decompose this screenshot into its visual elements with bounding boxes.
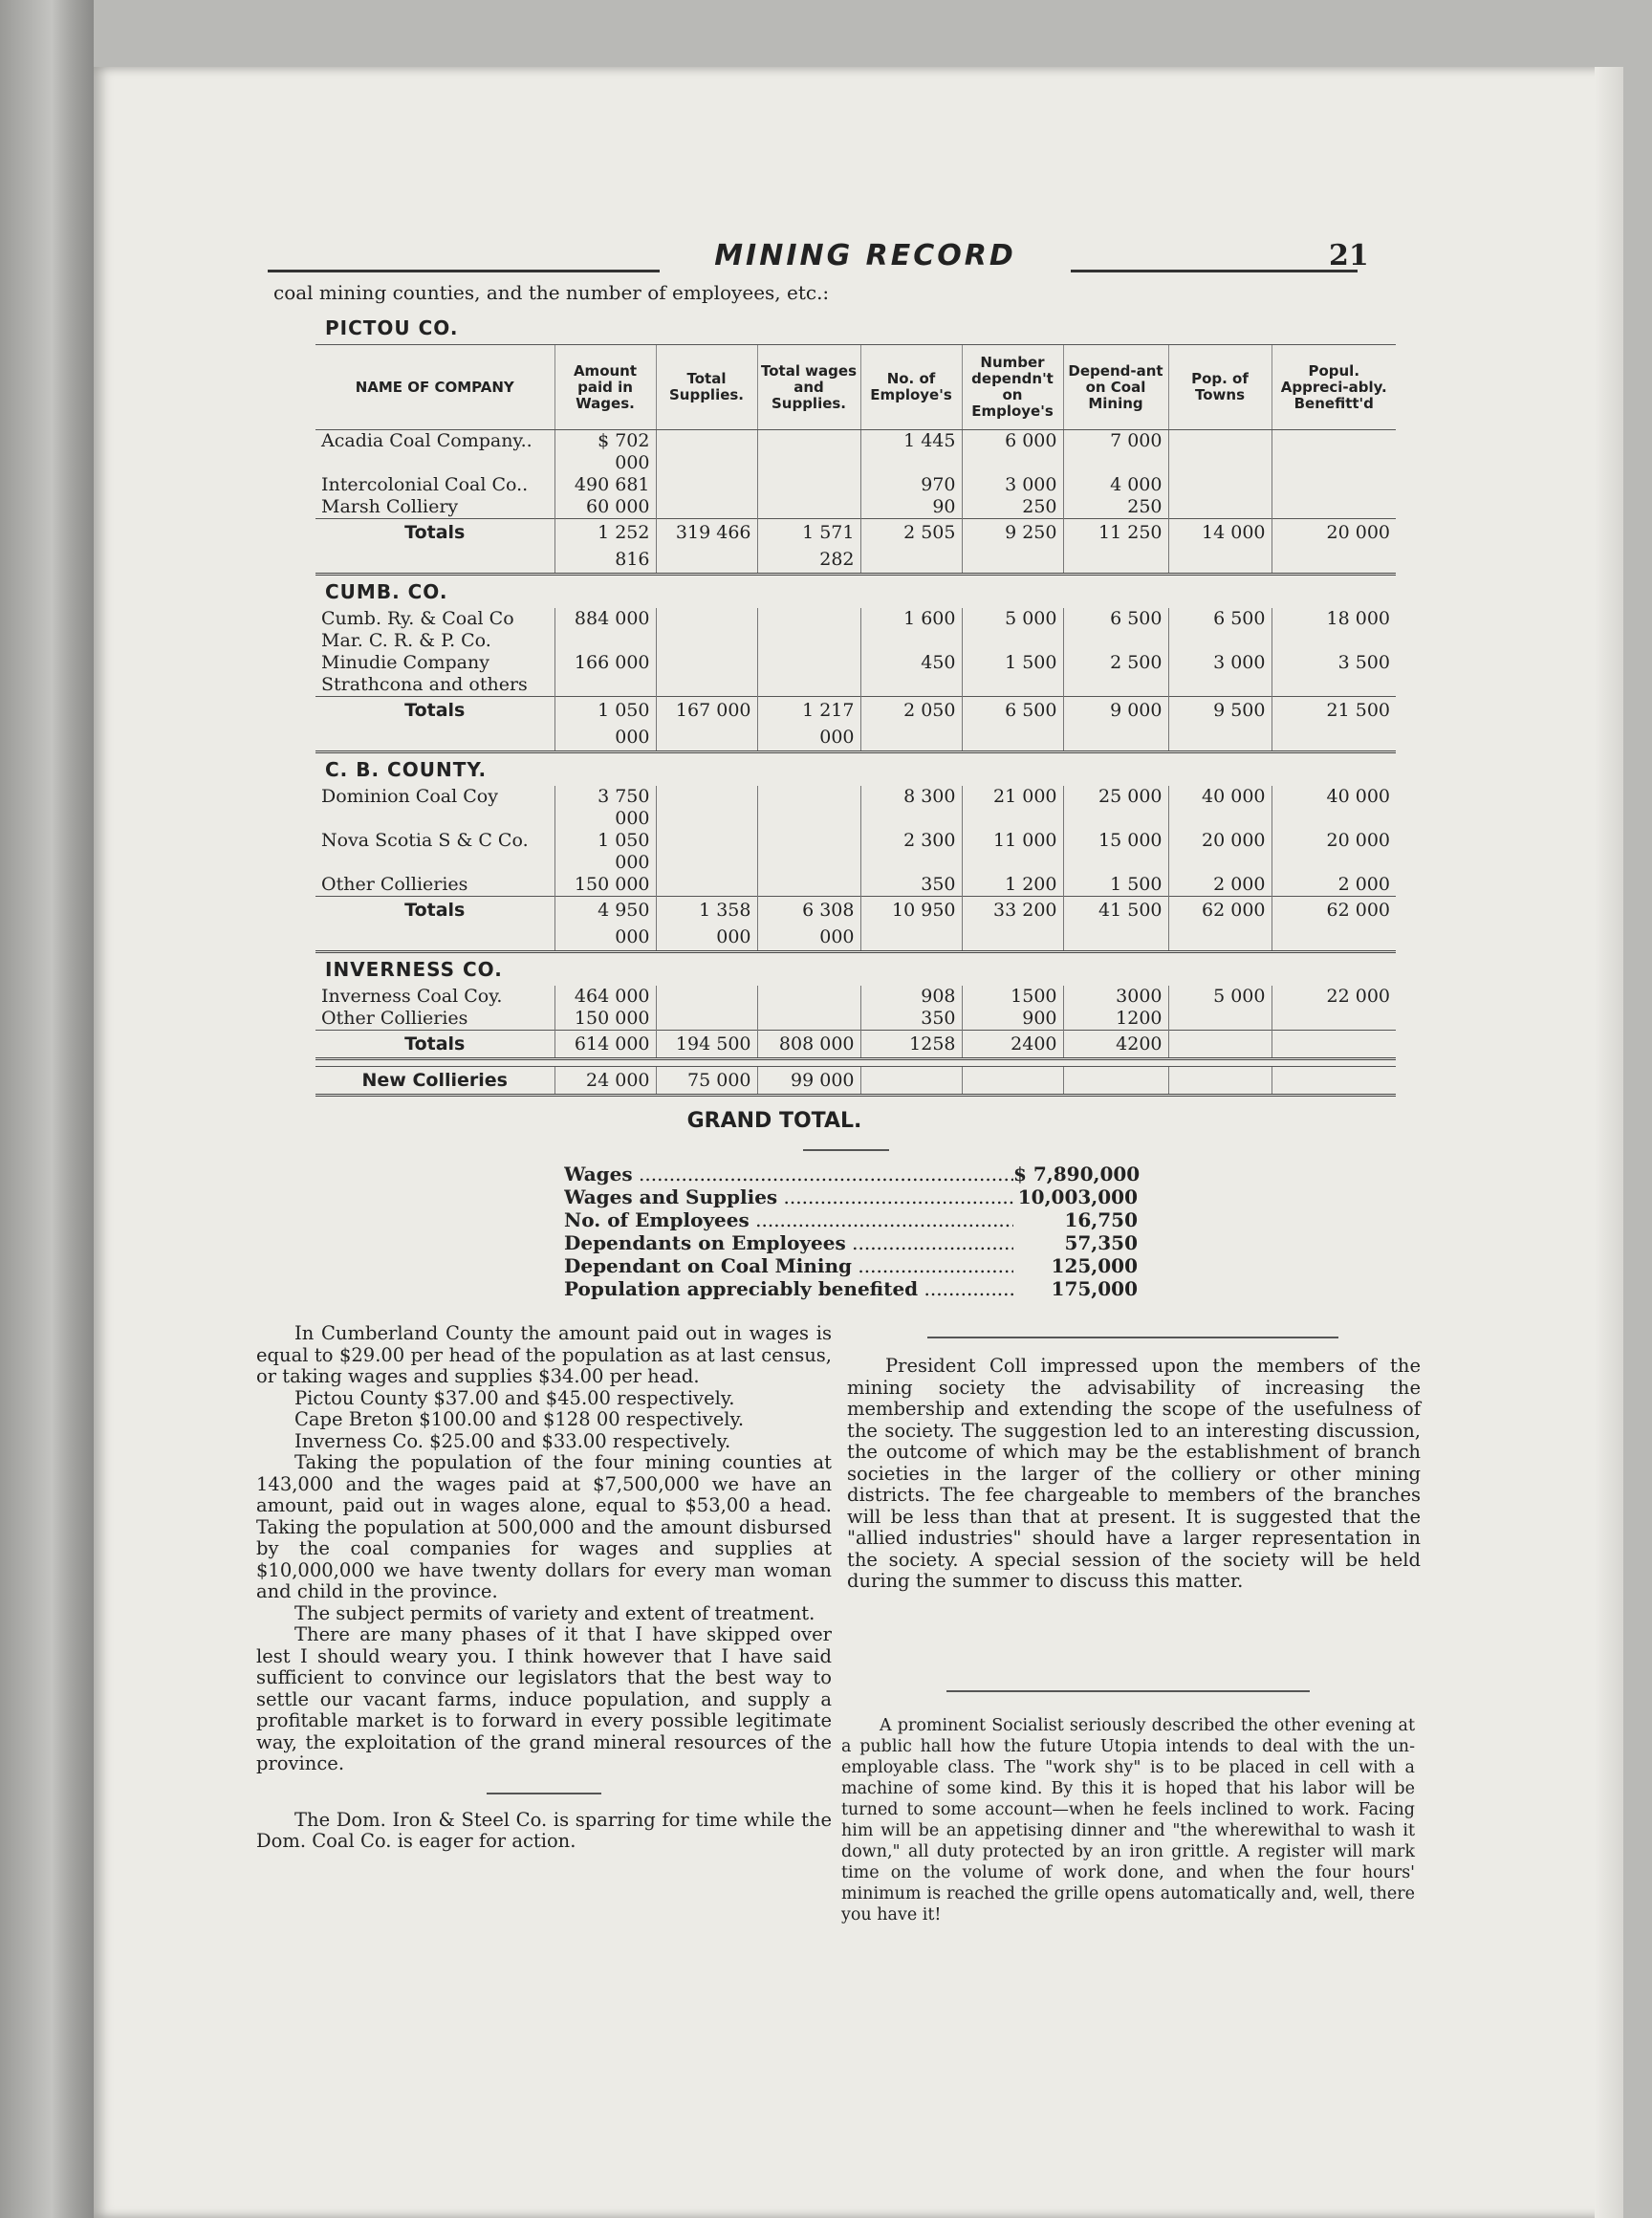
value-cell: 1 050 000 [554, 697, 656, 752]
value-cell: 24 000 [554, 1067, 656, 1096]
value-cell: 1 500 [962, 652, 1063, 674]
value-cell: 3000 [1063, 986, 1168, 1008]
row-label-cell: Totals [315, 1031, 554, 1059]
grand-total-value: 57,350 [1064, 1231, 1138, 1254]
value-cell: 1 445 [860, 430, 962, 475]
value-cell: 6 500 [962, 697, 1063, 752]
row-label-cell: Mar. C. R. & P. Co. [321, 630, 491, 651]
value-cell: 350 [860, 874, 962, 897]
value-cell: 7 000 [1063, 430, 1168, 475]
column-rule [927, 1337, 1338, 1338]
value-cell [656, 830, 757, 874]
value-cell: 6 500 [1063, 608, 1168, 630]
section-heading-row [315, 752, 1396, 787]
col-header: NAME OF COMPANY [315, 345, 554, 430]
table-row [315, 986, 1396, 1008]
value-cell: 490 681 [554, 474, 656, 496]
totals-row [315, 1031, 1396, 1059]
header-rule-left [268, 270, 660, 272]
value-cell [1168, 430, 1272, 475]
section-heading-row [315, 575, 1396, 609]
table-row [315, 874, 1396, 897]
value-cell [757, 496, 860, 519]
col-header: Depend-ant on Coal Mining [1063, 345, 1168, 430]
grand-total-value: 125,000 [1051, 1254, 1138, 1277]
value-cell [1063, 674, 1168, 697]
grand-total-rule [803, 1149, 889, 1151]
row-label-cell: Other Collieries [321, 1008, 468, 1029]
value-cell: 10 950 [860, 897, 962, 952]
table-row [315, 496, 1396, 519]
paragraph: Pictou County $37.00 and $45.00 respectively. [294, 1386, 735, 1409]
value-cell: 62 000 [1272, 897, 1396, 952]
value-cell: 20 000 [1272, 830, 1396, 874]
value-cell: 90 [860, 496, 962, 519]
grand-total-value: $ 7,890,000 [1013, 1163, 1141, 1185]
value-cell [757, 608, 860, 630]
value-cell: 3 000 [1168, 652, 1272, 674]
value-cell [757, 874, 860, 897]
grand-total-item [564, 1208, 1138, 1231]
value-cell: 4 000 [1063, 474, 1168, 496]
value-cell: 1 600 [860, 608, 962, 630]
value-cell: 464 000 [554, 986, 656, 1008]
value-cell: 2 300 [860, 830, 962, 874]
grand-total-label: Dependant on Coal Mining ..... [564, 1254, 1013, 1277]
value-cell: 1 571 282 [757, 519, 860, 575]
value-cell [1168, 496, 1272, 519]
value-cell [1063, 630, 1168, 652]
value-cell: 25 000 [1063, 786, 1168, 830]
value-cell: 5 000 [1168, 986, 1272, 1008]
value-cell: 9 000 [1063, 697, 1168, 752]
value-cell: 150 000 [554, 1008, 656, 1031]
value-cell [656, 986, 757, 1008]
value-cell [1168, 1008, 1272, 1031]
value-cell: 808 000 [757, 1031, 860, 1059]
row-label-cell: Cumb. Ry. & Coal Co [321, 608, 514, 629]
grand-total-value: 10,003,000 [1017, 1185, 1138, 1208]
grand-total-label: Wages ..... [564, 1163, 1013, 1185]
value-cell: 14 000 [1168, 519, 1272, 575]
col-header: Pop. of Towns [1168, 345, 1272, 430]
value-cell [1168, 1031, 1272, 1059]
value-cell: 6 500 [1168, 608, 1272, 630]
table-row [315, 674, 1396, 697]
value-cell: 908 [860, 986, 962, 1008]
value-cell [656, 674, 757, 697]
value-cell [757, 430, 860, 475]
header-rule-right [1071, 270, 1358, 272]
row-label-cell: Acadia Coal Company.. [321, 430, 533, 451]
value-cell [757, 652, 860, 674]
table-row [315, 1008, 1396, 1031]
value-cell: 21 000 [962, 786, 1063, 830]
value-cell [656, 608, 757, 630]
value-cell [1063, 1067, 1168, 1096]
value-cell [860, 630, 962, 652]
value-cell: 1 050 000 [554, 830, 656, 874]
value-cell [1168, 674, 1272, 697]
table-row [315, 630, 1396, 652]
value-cell: 3 000 [962, 474, 1063, 496]
value-cell: 20 000 [1168, 830, 1272, 874]
col-header: Total Supplies. [656, 345, 757, 430]
totals-row [315, 697, 1396, 752]
value-cell: 2 000 [1272, 874, 1396, 897]
section-heading-row [315, 952, 1396, 987]
value-cell: 5 000 [962, 608, 1063, 630]
value-cell: 8 300 [860, 786, 962, 830]
value-cell [656, 652, 757, 674]
value-cell: 2 505 [860, 519, 962, 575]
value-cell: 250 [962, 496, 1063, 519]
value-cell: 11 000 [962, 830, 1063, 874]
value-cell [860, 1067, 962, 1096]
grand-total-item [564, 1163, 1141, 1185]
value-cell [757, 474, 860, 496]
coal-statistics-table [315, 312, 1396, 1097]
table-body [315, 430, 1396, 1096]
value-cell [1272, 496, 1396, 519]
table-row [315, 474, 1396, 496]
spacer-row [315, 1059, 1396, 1067]
row-label-cell: Minudie Company [321, 652, 489, 673]
value-cell [757, 630, 860, 652]
paragraph: There are many phases of it that I have skipped over lest I should weary you. I think however that I have said sufficient to convince our legislators that the best way to settle our vacant farms, induce population, and supply a profitable market is to forward in every possible legitimate way, the exploitation of the grand mineral resources of the province. [256, 1623, 832, 1774]
value-cell [1168, 1067, 1272, 1096]
value-cell [656, 474, 757, 496]
section-heading: INVERNESS CO. [325, 958, 503, 981]
page-number: 21 [1329, 239, 1369, 272]
value-cell [656, 630, 757, 652]
value-cell: 60 000 [554, 496, 656, 519]
totals-row [315, 897, 1396, 952]
paragraph: Taking the population of the four mining counties at 143,000 and the wages paid at $7,500,000 we have an amount, paid out in wages alone, equal to $53,00 a head. Taking the population at 500,000 and the amount disbursed by the coal companies for wages and supplies at $10,000,000 we have twenty dollars for every man woman and child in the province. [256, 1451, 832, 1602]
value-cell: 2400 [962, 1031, 1063, 1059]
table-row [315, 608, 1396, 630]
value-cell: 22 000 [1272, 986, 1396, 1008]
value-cell: 18 000 [1272, 608, 1396, 630]
value-cell: 450 [860, 652, 962, 674]
value-cell: 1 500 [1063, 874, 1168, 897]
value-cell: 150 000 [554, 874, 656, 897]
grand-total-item [564, 1254, 1138, 1277]
paragraph: The subject permits of variety and extent of treatment. [294, 1601, 815, 1624]
value-cell [1272, 1031, 1396, 1059]
value-cell: 1200 [1063, 1008, 1168, 1031]
value-cell [757, 786, 860, 830]
value-cell: 319 466 [656, 519, 757, 575]
value-cell: 33 200 [962, 897, 1063, 952]
col-header: Number dependn't on Employe's [962, 345, 1063, 430]
journal-title: MINING RECORD [714, 239, 1016, 272]
value-cell [1272, 674, 1396, 697]
right-column-socialist-text [841, 1715, 1415, 1925]
row-label-cell: Strathcona and others [321, 674, 528, 695]
grand-total-heading: GRAND TOTAL. [686, 1109, 862, 1133]
left-column-text [256, 1323, 832, 1853]
page-edge-shadow [1595, 67, 1623, 2218]
value-cell: 40 000 [1168, 786, 1272, 830]
col-header: No. of Employe's [860, 345, 962, 430]
col-header: Popul. Appreci-ably. Benefitt'd [1272, 345, 1396, 430]
value-cell [1272, 1008, 1396, 1031]
value-cell: 2 000 [1168, 874, 1272, 897]
totals-row [315, 519, 1396, 575]
value-cell: 6 308 000 [757, 897, 860, 952]
value-cell: 1258 [860, 1031, 962, 1059]
value-cell: 21 500 [1272, 697, 1396, 752]
value-cell: 62 000 [1168, 897, 1272, 952]
value-cell: 9 250 [962, 519, 1063, 575]
column-rule [487, 1793, 601, 1794]
grand-total-item [564, 1185, 1138, 1208]
row-label-cell: New Collieries [315, 1067, 554, 1096]
grand-total-value: 16,750 [1064, 1208, 1138, 1231]
column-header-row [315, 345, 1396, 430]
value-cell: 4 950 000 [554, 897, 656, 952]
value-cell [656, 1008, 757, 1031]
value-cell: 250 [1063, 496, 1168, 519]
value-cell [656, 496, 757, 519]
value-cell: 900 [962, 1008, 1063, 1031]
value-cell: 970 [860, 474, 962, 496]
value-cell [554, 630, 656, 652]
value-cell: 9 500 [1168, 697, 1272, 752]
column-rule [946, 1690, 1310, 1692]
value-cell [962, 1067, 1063, 1096]
grand-total-label: Wages and Supplies ..... [564, 1185, 1013, 1208]
value-cell: 194 500 [656, 1031, 757, 1059]
grand-total-label: No. of Employees ..... [564, 1208, 1013, 1231]
col-header: Total wages and Supplies. [757, 345, 860, 430]
page-header [268, 239, 1405, 281]
value-cell: 2 500 [1063, 652, 1168, 674]
value-cell: 41 500 [1063, 897, 1168, 952]
book-binding [0, 0, 94, 2218]
section-heading: PICTOU CO. [325, 316, 459, 339]
value-cell [757, 674, 860, 697]
row-label-cell: Dominion Coal Coy [321, 786, 498, 807]
row-label-cell: Totals [315, 519, 554, 575]
value-cell [656, 786, 757, 830]
row-label-cell: Other Collieries [321, 874, 468, 895]
statistics-grid [315, 344, 1396, 1097]
value-cell: 99 000 [757, 1067, 860, 1096]
value-cell: 15 000 [1063, 830, 1168, 874]
row-label-cell: Nova Scotia S & C Co. [321, 830, 529, 851]
value-cell [860, 674, 962, 697]
value-cell: 4200 [1063, 1031, 1168, 1059]
paragraph: Inverness Co. $25.00 and $33.00 respectively. [294, 1429, 731, 1452]
value-cell [1272, 1067, 1396, 1096]
value-cell: $ 702 000 [554, 430, 656, 475]
value-cell: 11 250 [1063, 519, 1168, 575]
row-label-cell: Inverness Coal Coy. [321, 986, 503, 1007]
value-cell: 2 050 [860, 697, 962, 752]
row-label-cell: Marsh Colliery [321, 496, 459, 517]
value-cell [757, 830, 860, 874]
value-cell: 614 000 [554, 1031, 656, 1059]
grand-total-item [564, 1277, 1138, 1300]
value-cell [1272, 430, 1396, 475]
value-cell: 3 750 000 [554, 786, 656, 830]
value-cell [1168, 474, 1272, 496]
value-cell: 1 358 000 [656, 897, 757, 952]
closing-paragraph: The Dom. Iron & Steel Co. is sparring for time while the Dom. Coal Co. is eager for action. [256, 1808, 832, 1852]
value-cell: 40 000 [1272, 786, 1396, 830]
value-cell: 166 000 [554, 652, 656, 674]
paragraph: In Cumberland County the amount paid out in wages is equal to $29.00 per head of the population as at last census, or taking wages and supplies $34.00 per head. [256, 1322, 832, 1387]
table-row [315, 830, 1396, 874]
value-cell [1272, 474, 1396, 496]
value-cell [1272, 630, 1396, 652]
grand-total-item [564, 1231, 1138, 1254]
row-label-cell: Totals [315, 697, 554, 752]
right-column-text [847, 1356, 1421, 1593]
value-cell: 75 000 [656, 1067, 757, 1096]
value-cell: 350 [860, 1008, 962, 1031]
table-row [315, 652, 1396, 674]
value-cell: 6 000 [962, 430, 1063, 475]
grand-total-label: Population appreciably benefited ..... [564, 1277, 1013, 1300]
section-heading: CUMB. CO. [325, 580, 448, 603]
value-cell [554, 674, 656, 697]
paragraph: Cape Breton $100.00 and $128 00 respectively. [294, 1408, 745, 1430]
value-cell [962, 630, 1063, 652]
value-cell [1168, 630, 1272, 652]
intro-line: coal mining counties, and the number of employees, etc.: [273, 281, 830, 304]
paragraph: A prominent Socialist seriously described the other evening at a public hall how the future Utopia intends to deal with the un-employable class. The "work shy" is to be placed in cell with a machine of some kind. By this it is hoped that his labor will be turned to some account—when he feels inclined to work. Facing him will be an appetising dinner and "the wherewithal to wash it down," all duty protected by an iron grittle. A register will mark time on the volume of work done, and when the four hours' minimum is reached the grille opens automatically and, well, there you have it! [841, 1716, 1415, 1924]
row-label-cell: Totals [315, 897, 554, 952]
grand-total-label: Dependants on Employees ..... [564, 1231, 1013, 1254]
value-cell: 3 500 [1272, 652, 1396, 674]
value-cell: 1 217 000 [757, 697, 860, 752]
value-cell [757, 986, 860, 1008]
spacer-cell [315, 1059, 1396, 1067]
col-header: Amount paid in Wages. [554, 345, 656, 430]
section-heading: C. B. COUNTY. [325, 758, 488, 781]
grand-total-value: 175,000 [1051, 1277, 1138, 1300]
paragraph: President Coll impressed upon the members of the mining society the advisability of increasing the membership and extending the scope of the usefulness of the society. The suggestion led to an interesting discussion, the outcome of which may be the establishment of branch societies in the larger of the colliery or other mining districts. The fee chargeable to members of the branches will be less than that at present. It is suggested that the "allied industries" should have a larger representation in the society. A special session of the society will be held during the summer to discuss this matter. [847, 1355, 1421, 1592]
value-cell [757, 1008, 860, 1031]
value-cell [962, 674, 1063, 697]
value-cell: 1500 [962, 986, 1063, 1008]
value-cell: 884 000 [554, 608, 656, 630]
table-row [315, 786, 1396, 830]
value-cell: 1 200 [962, 874, 1063, 897]
new-collieries-row [315, 1067, 1396, 1096]
value-cell [656, 430, 757, 475]
row-label-cell: Intercolonial Coal Co.. [321, 474, 529, 495]
value-cell: 167 000 [656, 697, 757, 752]
value-cell: 1 252 816 [554, 519, 656, 575]
grand-total-list [564, 1163, 1141, 1300]
table-row [315, 430, 1396, 475]
value-cell [656, 874, 757, 897]
value-cell: 20 000 [1272, 519, 1396, 575]
